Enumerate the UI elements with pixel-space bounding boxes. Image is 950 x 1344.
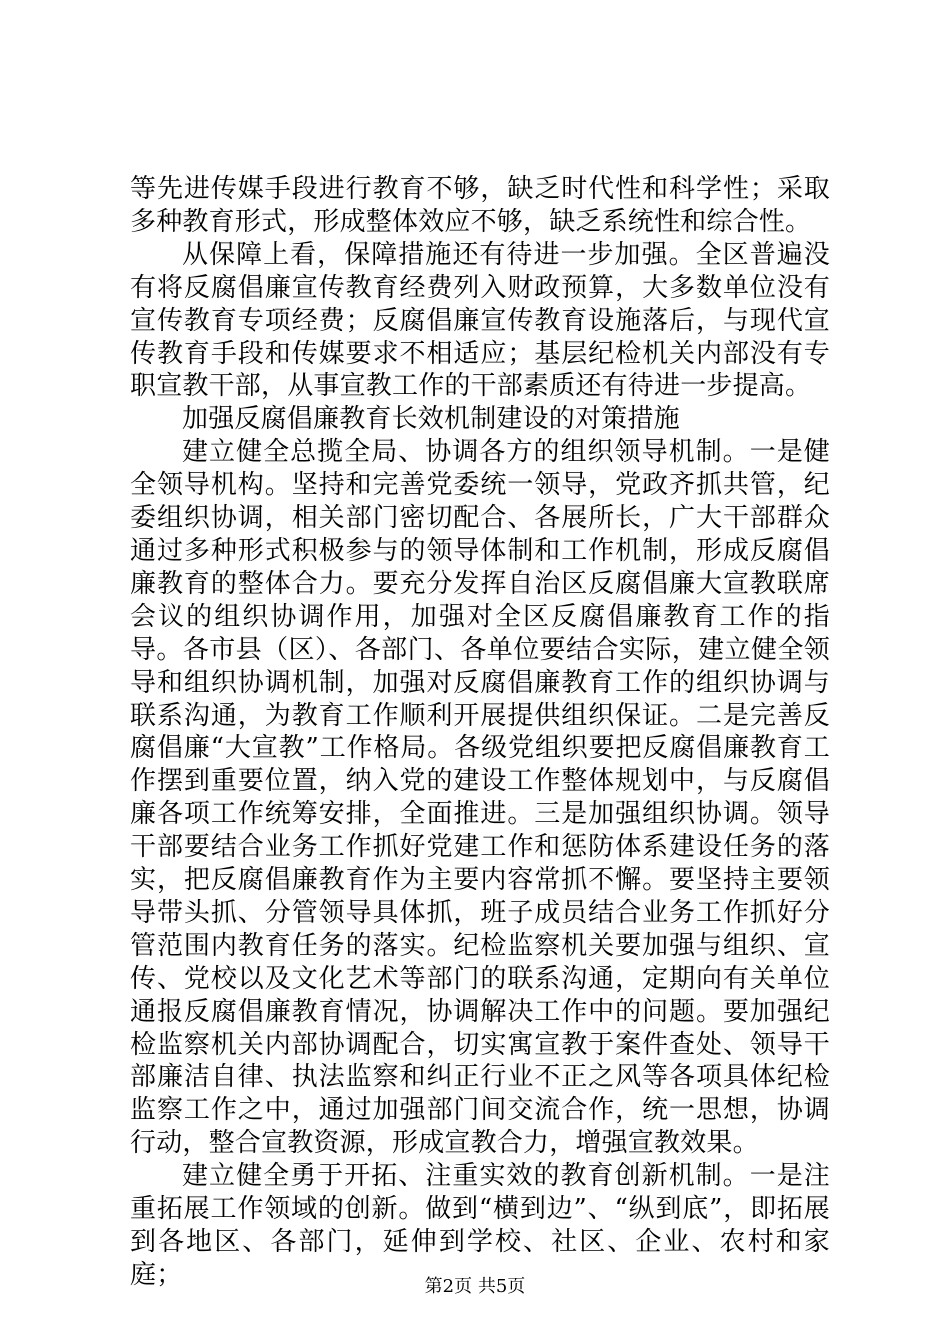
paragraph-2: 从保障上看，保障措施还有待进一步加强。全区普遍没有将反腐倡廉宣传教育经费列入财政预算，大多数单位没有宣传教育专项经费；反腐倡廉宣传教育设施落后，与现代宣传教育手段和传媒要求不相适应；基层纪检机关内部没有专职宣教干部，从事宣教工作的干部素质还有待进一步提高。 [130, 239, 830, 402]
document-body [130, 173, 830, 1292]
paragraph-3: 建立健全总揽全局、协调各方的组织领导机制。一是健全领导机构。坚持和完善党委统一领导，党政齐抓共管，纪委组织协调，相关部门密切配合、各展所长，广大干部群众通过多种形式积极参与的领导体制和工作机制，形成反腐倡廉教育的整体合力。要充分发挥自治区反腐倡廉大宣教联席会议的组织协调作用，加强对全区反腐倡廉教育工作的指导。各市县（区）、各部门、各单位要结合实际，建立健全领导和组织协调机制，加强对反腐倡廉教育工作的组织协调与联系沟通，为教育工作顺利开展提供组织保证。二是完善反腐倡廉“大宣教”工作格局。各级党组织要把反腐倡廉教育工作摆到重要位置，纳入党的建设工作整体规划中，与反腐倡廉各项工作统筹安排，全面推进。三是加强组织协调。领导干部要结合业务工作抓好党建工作和惩防体系建设任务的落实，把反腐倡廉教育作为主要内容常抓不懈。要坚持主要领导带头抓、分管领导具体抓，班子成员结合业务工作抓好分管范围内教育任务的落实。纪检监察机关要加强与组织、宣传、党校以及文化艺术等部门的联系沟通，定期向有关单位通报反腐倡廉教育情况，协调解决工作中的问题。要加强纪检监察机关内部协调配合，切实寓宣教于案件查处、领导干部廉洁自律、执法监察和纠正行业不正之风等各项具体纪检监察工作之中，通过加强部门间交流合作，统一思想，协调行动，整合宣教资源，形成宣教合力，增强宣教效果。 [130, 437, 830, 1159]
page-number-footer: 第2页 共5页 [424, 1276, 526, 1297]
section-heading: 加强反腐倡廉教育长效机制建设的对策措施 [182, 404, 680, 435]
paragraph-1: 等先进传媒手段进行教育不够，缺乏时代性和科学性；采取多种教育形式，形成整体效应不够，缺乏系统性和综合性。 [130, 174, 830, 237]
paragraph-4: 建立健全勇于开拓、注重实效的教育创新机制。一是注重拓展工作领域的创新。做到“横到边”、“纵到底”，即拓展到各地区、各部门，延伸到学校、社区、企业、农村和家庭； [130, 1161, 830, 1290]
